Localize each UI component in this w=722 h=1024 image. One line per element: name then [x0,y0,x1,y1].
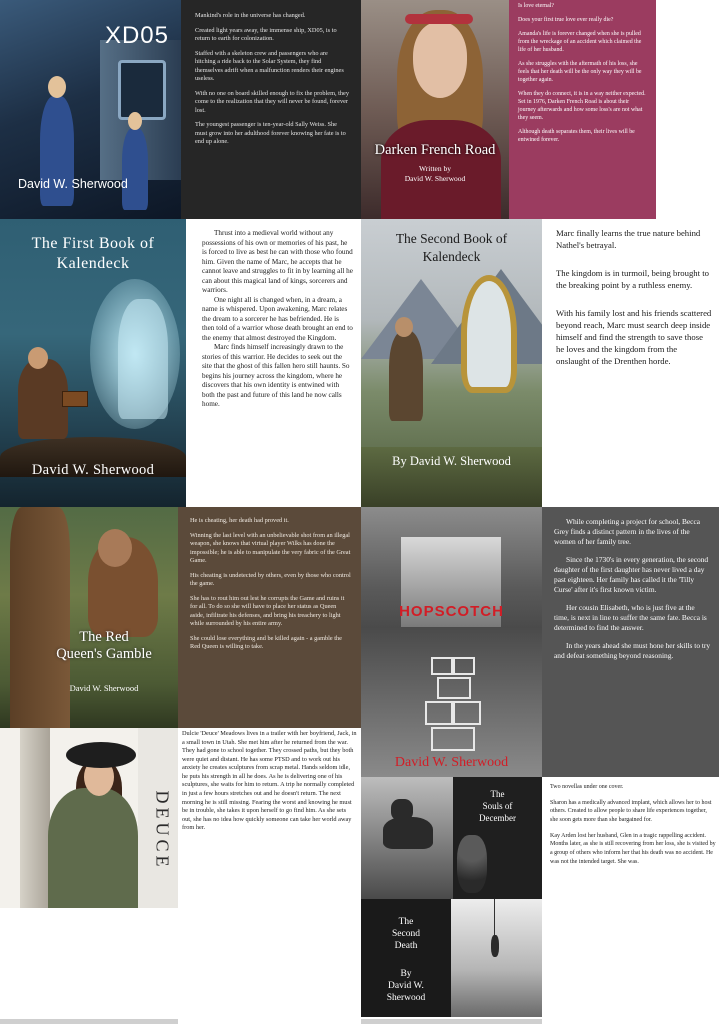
crew-head-art [48,76,66,98]
child-figure-art [122,128,148,210]
book-author: David W. Sherwood [69,683,139,693]
cover-souls-of-december[interactable] [361,777,542,899]
blurb-paragraph: Since the 1730's in every generation, the second daughter of the first daughter has never lived a day past eighteen. Her family has called it the 'Tilly Curse' after it's first known victim. [554,554,709,594]
wolf-head-art [391,799,413,821]
blurb-paragraph: In the years ahead she must hone her skills to try and defeat something beyond reasoning. [554,640,711,660]
hopscotch-square-art [453,701,481,725]
blurb-paragraph: Kay Arden lost her husband, Glen in a tragic rappelling accident. Months later, as she is still recovering from her loss, she is visited by a group of others who inform her that his death was no accident. He was not the intended target. She was. [550,832,716,865]
ghost-warrior-art [118,299,168,419]
byline-line3: Sherwood [386,993,426,1003]
blurb-paragraph: One night all is changed when, in a dream, a name is whispered. Upon awakening, Marc relates the dream to a sorcerer he has befriended. He is then told of a warrior whose death brought an end to the enemy that almost destroyed the Kingdom. [202,295,353,342]
hopscotch-square-art [431,727,475,751]
book-author: David W. Sherwood [18,177,128,191]
blurb-first-book-of-kalendeck [186,219,361,507]
cover-deuce[interactable] [0,728,178,908]
blurb-paragraph: Staffed with a skeleton crew and passengers who are hitching a ride back to the Solar System, they find themselves adrift when a malfunction renders their engines useless. [195,49,344,82]
book-title-line3: December [479,813,516,823]
blurb-paragraph: She could lose everything and be killed again - a gamble the Red Queen is willing to take. [190,634,342,650]
blurb-paragraph: Dulcie 'Deuce' Meadows lives in a trailer with her boyfriend, Jack, in a small town in Utah. She met him after he returned from the war. They had gone to school together. They crossed paths, but they both were quiet and distant. He has some PTSD and to work out his anxiety he creates sculptures from scrap metal. Hands seldom idle, he puts his strength in all he does. As he is delivering one of his sculptures, she waits for him to return. A trip he normally completed in just a few hours stretches out and he doesn't return. The next morning he is still missing. Fearing the worst and knowing he must be in trouble, she takes it upon herself to go find him. As she sets out, she has no idea how quickly someone can take her world away from her. [182,730,357,832]
hat-art [66,742,136,768]
blurb-paragraph: Mankind's role in the universe has changed. [195,12,306,19]
blurb-paragraph: Her cousin Elisabeth, who is just five at the time, is next in line to suffer the same fate. Becca is determined to find the answer. [554,602,707,632]
hopscotch-square-art [453,657,475,675]
book-title-line1: The First Book of [31,235,155,252]
blurb-two-novellas [542,777,722,1017]
blurb-paragraph: Winning the last level with an unbelievable shot from an illegal weapon, she knows that virtual player Wilks has done the impossible; he is able to manipulate the very fabric of the Great Game. [190,531,351,564]
hopscotch-square-art [437,677,471,699]
tree-art [457,835,487,893]
blurb-paragraph: Sharon has a medically advanced implant, which allows her to host others. Created to allow people to share life experiences together, she soon gets more than she bargained for. [550,799,712,824]
blurb-deuce [178,728,361,908]
blurb-paragraph: The kingdom is in turmoil, being brought to the breaking point by a ruthless enemy. [556,268,709,290]
hopscotch-square-art [425,701,453,725]
byline-line1: By [400,969,412,979]
book-title-line1: The [490,789,505,799]
book-author: David W. Sherwood [31,462,155,478]
book-title-line2: Second [392,929,420,939]
child-head-art [128,112,142,130]
ship-window-art [118,60,166,120]
bottom-edge-strip [361,1019,542,1024]
book-author: David W. Sherwood [394,755,509,770]
curtain-art [20,728,50,908]
blurb-paragraph: Marc finally learns the true nature behind Nathel's betrayal. [556,228,701,250]
cover-second-book-of-kalendeck[interactable] [361,219,542,507]
blurb-paragraph: When they do connect, it is in a way neither expected. Set in 1976, Darken French Road is about their journey afterwards and how some loss's are not what they seem. [518,90,646,121]
written-by-label: Written by [419,164,451,173]
climber-art [491,935,499,957]
blurb-paragraph: Marc finds himself increasingly drawn to the stories of this warrior. He decides to seek out the site that the ghost of this fallen hero still haunts. So begins his journey across the kingdom, where he discovers that his own identity is entwined with both the past and future of this land he now calls home. [202,343,350,408]
hero-figure-art [18,359,68,439]
cover-red-queens-gamble[interactable] [0,507,178,728]
hero-head-art [28,347,48,369]
blurb-paragraph: She has to rout him out lest he corrupts the Game and ruins it for all. To do so she will have to place her status as Queen aside, infiltrate his defenses, and bring his treachery to light while surrounded by his entire army. [190,594,345,627]
cliff-photo-art [451,899,542,1017]
face-art [413,22,467,98]
blurb-paragraph: The youngest passenger is ten-year-old Sally Weiss. She must grow into her adulthood forever knowing her fate is to end up alone. [195,121,346,145]
blurb-paragraph: His cheating is undetected by others, even by those who control the game. [190,571,351,587]
headband-art [405,14,473,24]
book-title-line2: Kalendeck [56,255,130,272]
blurb-paragraph: Thrust into a medieval world without any possessions of his own or memories of his past, he is forced to live as best he can with those who found him. Given the name of Marc, he accepts that he cannot leave and struggles to fit in by learning all he can about this magical land of kings, sorcerers and warriors. [202,229,353,294]
book-title-line3: Death [394,941,418,951]
bottom-edge-strip [0,1019,178,1024]
blurb-paragraph: Created light years away, the immense ship, XD05, is to return to earth for colonization. [195,26,337,42]
book-title: XD05 [104,22,169,49]
man-head-art [98,529,132,567]
book-title: DEUCE [152,790,173,871]
blurb-darken-french-road [509,0,656,219]
book-title: HOPSCOTCH [399,603,504,620]
rope-art [494,899,495,937]
cover-darken-french-road[interactable] [361,0,509,219]
cover-xd05[interactable] [0,0,181,219]
walker-figure-art [389,331,423,421]
book-prop-art [62,391,88,407]
book-title-line2: Souls of [482,801,513,811]
blurb-paragraph: Amanda's life is forever changed when she is pulled from the wreckage of an accident which claimed the life of her husband. [518,30,642,53]
book-title-line1: The Red [79,629,129,645]
walker-head-art [395,317,413,337]
blurb-paragraph: Two novellas under one cover. [550,784,624,790]
book-title-line1: The [398,917,414,927]
book-title: Darken French Road [374,142,496,158]
book-author: David W. Sherwood [404,174,466,183]
blurb-hopscotch [542,507,719,777]
blurb-paragraph: As she struggles with the aftermath of his loss, she feels that her death will be the only way they will be together again. [518,60,642,83]
blurb-paragraph: Is love eternal? [518,3,554,9]
blurb-paragraph: With no one on board skilled enough to fix the problem, they come to the realization that they will never be found, forever lost. [195,89,349,114]
blurb-red-queens-gamble [178,507,361,728]
blurb-xd05 [181,0,361,219]
blurb-paragraph: He is cheating, her death had proved it. [190,517,289,524]
hopscotch-square-art [431,657,453,675]
blurb-paragraph: With his family lost and his friends scattered beyond reach, Marc must search deep inside himself and find the strength to save those he loves and the kingdom from the onslaught of the Drenthen horde. [556,308,712,366]
mirror-art [461,275,517,393]
blurb-paragraph: Does your first true love ever really die? [518,16,614,23]
wolf-body-art [383,817,433,849]
cover-hopscotch[interactable] [361,507,542,777]
blurb-paragraph: Although death separates them, their lives will be entwined forever. [518,128,635,143]
book-title-line2: Queen's Gamble [56,646,152,662]
book-title-line1: The Second Book of [395,231,508,246]
book-author: By David W. Sherwood [392,454,511,468]
book-title-line2: Kalendeck [422,249,481,264]
byline-line2: David W. [388,981,424,991]
cover-first-book-of-kalendeck[interactable] [0,219,186,507]
blurb-second-book-of-kalendeck [542,219,722,507]
blurb-paragraph: While completing a project for school, Becca Grey finds a distinct pattern in the lives of the women of her family tree. [554,517,701,546]
tree-trunk-art [10,507,70,728]
cover-second-death[interactable] [361,899,542,1017]
woman-figure-art [48,788,138,908]
